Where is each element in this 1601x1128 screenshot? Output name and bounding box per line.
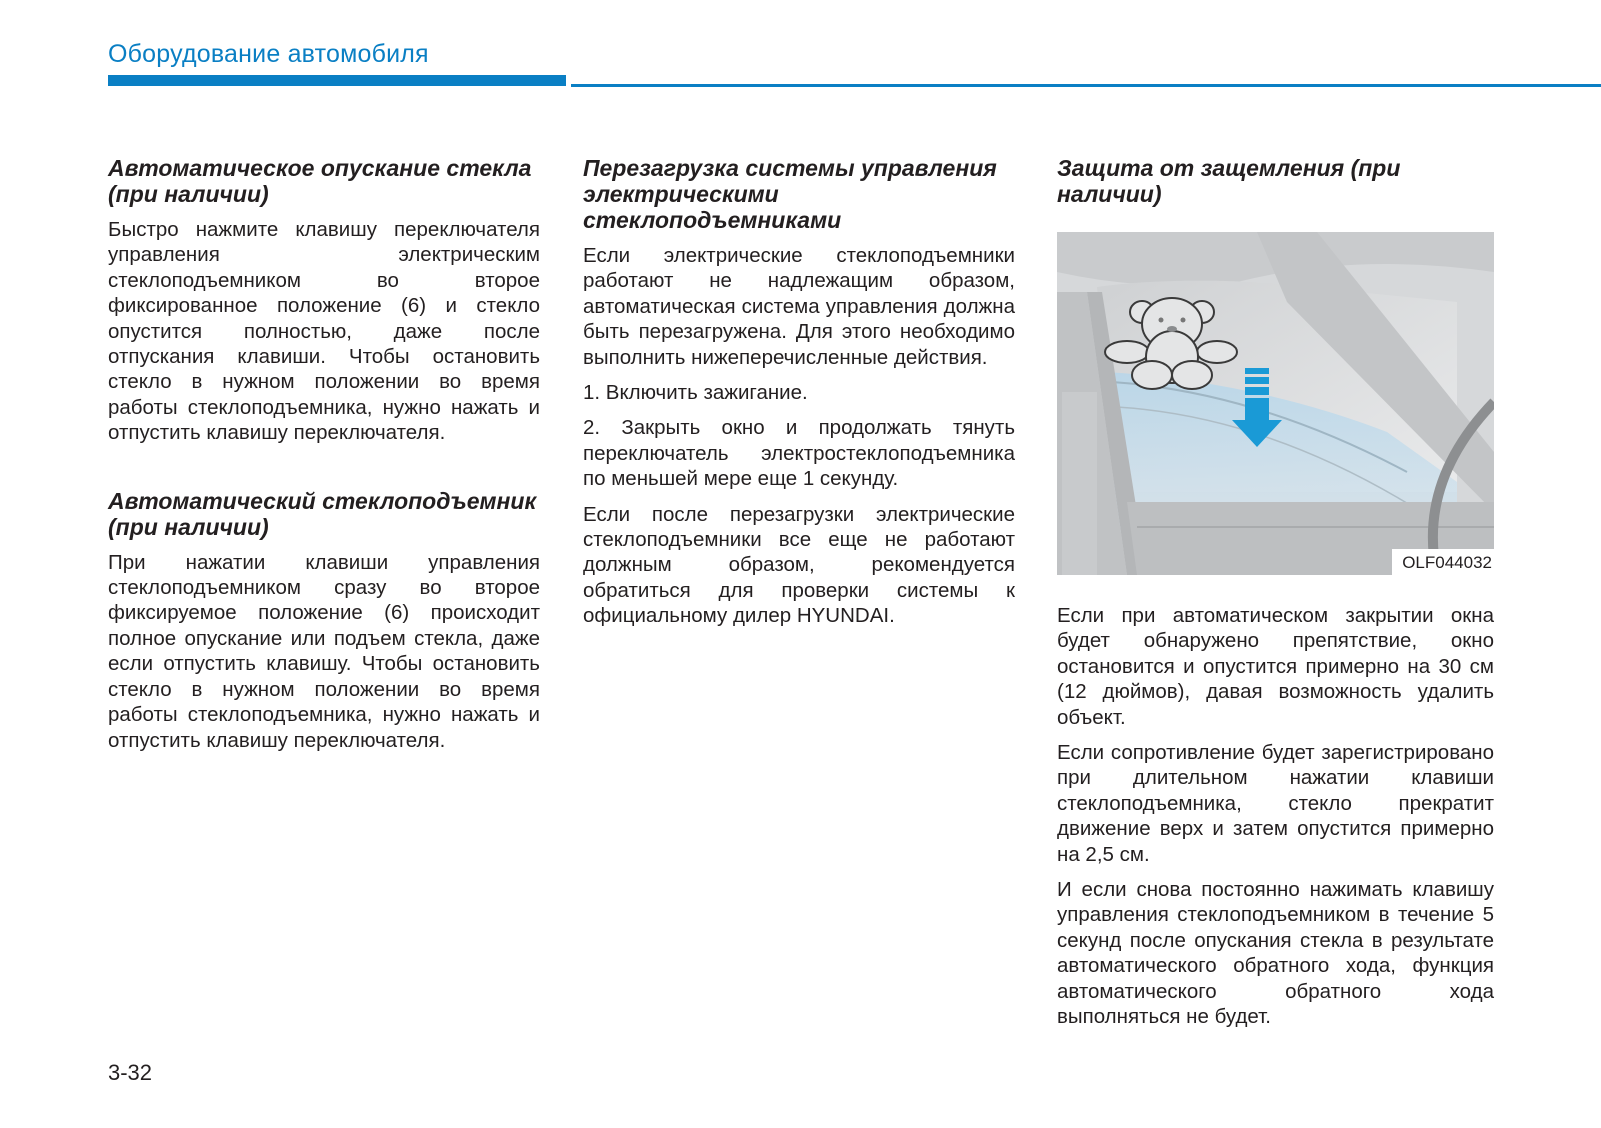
heading-auto-window: Автоматический стеклоподъемник (при наличии) bbox=[108, 487, 537, 540]
step-2: 2. Закрыть окно и продолжать тянуть переключатель электростеклоподъемника по меньшей мере еще 1 секунду. bbox=[583, 416, 1015, 491]
column-2 bbox=[583, 155, 1015, 629]
header-accent-bar bbox=[108, 75, 566, 86]
paragraph: При нажатии клавиши управления стеклоподъемником сразу во второе фиксируемое положение (6) происходит полное опускание или подъем стекла, даже если отпустить клавишу. Чтобы остановить стекло в нужном положении во время работы стеклоподъемника, нужно нажать и отпустить клавишу переключателя. bbox=[108, 550, 540, 752]
heading-auto-down: Автоматическое опускание стекла (при наличии) bbox=[108, 155, 532, 207]
paragraph: Если при автоматическом закрытии окна будет обнаружено препятствие, окно остановится и опустится примерно на 30 см (12 дюймов), давая возможность удалить объект. bbox=[1057, 604, 1494, 729]
car-window-illustration bbox=[1057, 232, 1494, 575]
paragraph: И если снова постоянно нажимать клавишу управления стеклоподъемником в течение 5 секунд после опускания стекла в результате автоматического обратного хода, функция автоматического обратного хода выполняться не будет. bbox=[1057, 878, 1494, 1029]
paragraph: Если сопротивление будет зарегистрировано при длительном нажатии клавиши стеклоподъемника, стекло прекратит движение верх и затем опустится примерно на 2,5 см. bbox=[1057, 741, 1494, 866]
heading-system-reset: Перезагрузка системы управления электрическими стеклоподъемниками bbox=[583, 155, 997, 233]
page-number: 3-32 bbox=[108, 1060, 153, 1085]
step-1: 1. Включить зажигание. bbox=[583, 381, 808, 405]
heading-pinch-protection: Защита от защемления (при наличии) bbox=[1057, 155, 1401, 207]
paragraph: Быстро нажмите клавишу переключателя управления электрическим стеклоподъемником во второе фиксированное положение (6) и стекло опустится полностью, даже после отпускания клавиши. Чтобы остановить стекло в нужном положении во время работы стеклоподъемника, нужно нажать и отпустить клавишу переключателя. bbox=[108, 218, 540, 445]
column-1 bbox=[108, 155, 540, 753]
header-rule bbox=[571, 84, 1601, 87]
column-3 bbox=[1057, 155, 1494, 1030]
illustration-window-bear bbox=[1057, 232, 1494, 575]
section-title: Оборудование автомобиля bbox=[108, 40, 429, 68]
paragraph: Если электрические стеклоподъемники работают не надлежащим образом, автоматическая система управления должна быть перезагружена. Для этого необходимо выполнить нижеперечисленные действия. bbox=[583, 244, 1015, 369]
figure-code: OLF044032 bbox=[1392, 549, 1494, 575]
paragraph: Если после перезагрузки электрические стеклоподъемники все еще не работают должным образом, рекомендуется обратиться для проверки системы к официальному дилер HYUNDAI. bbox=[583, 502, 1015, 628]
